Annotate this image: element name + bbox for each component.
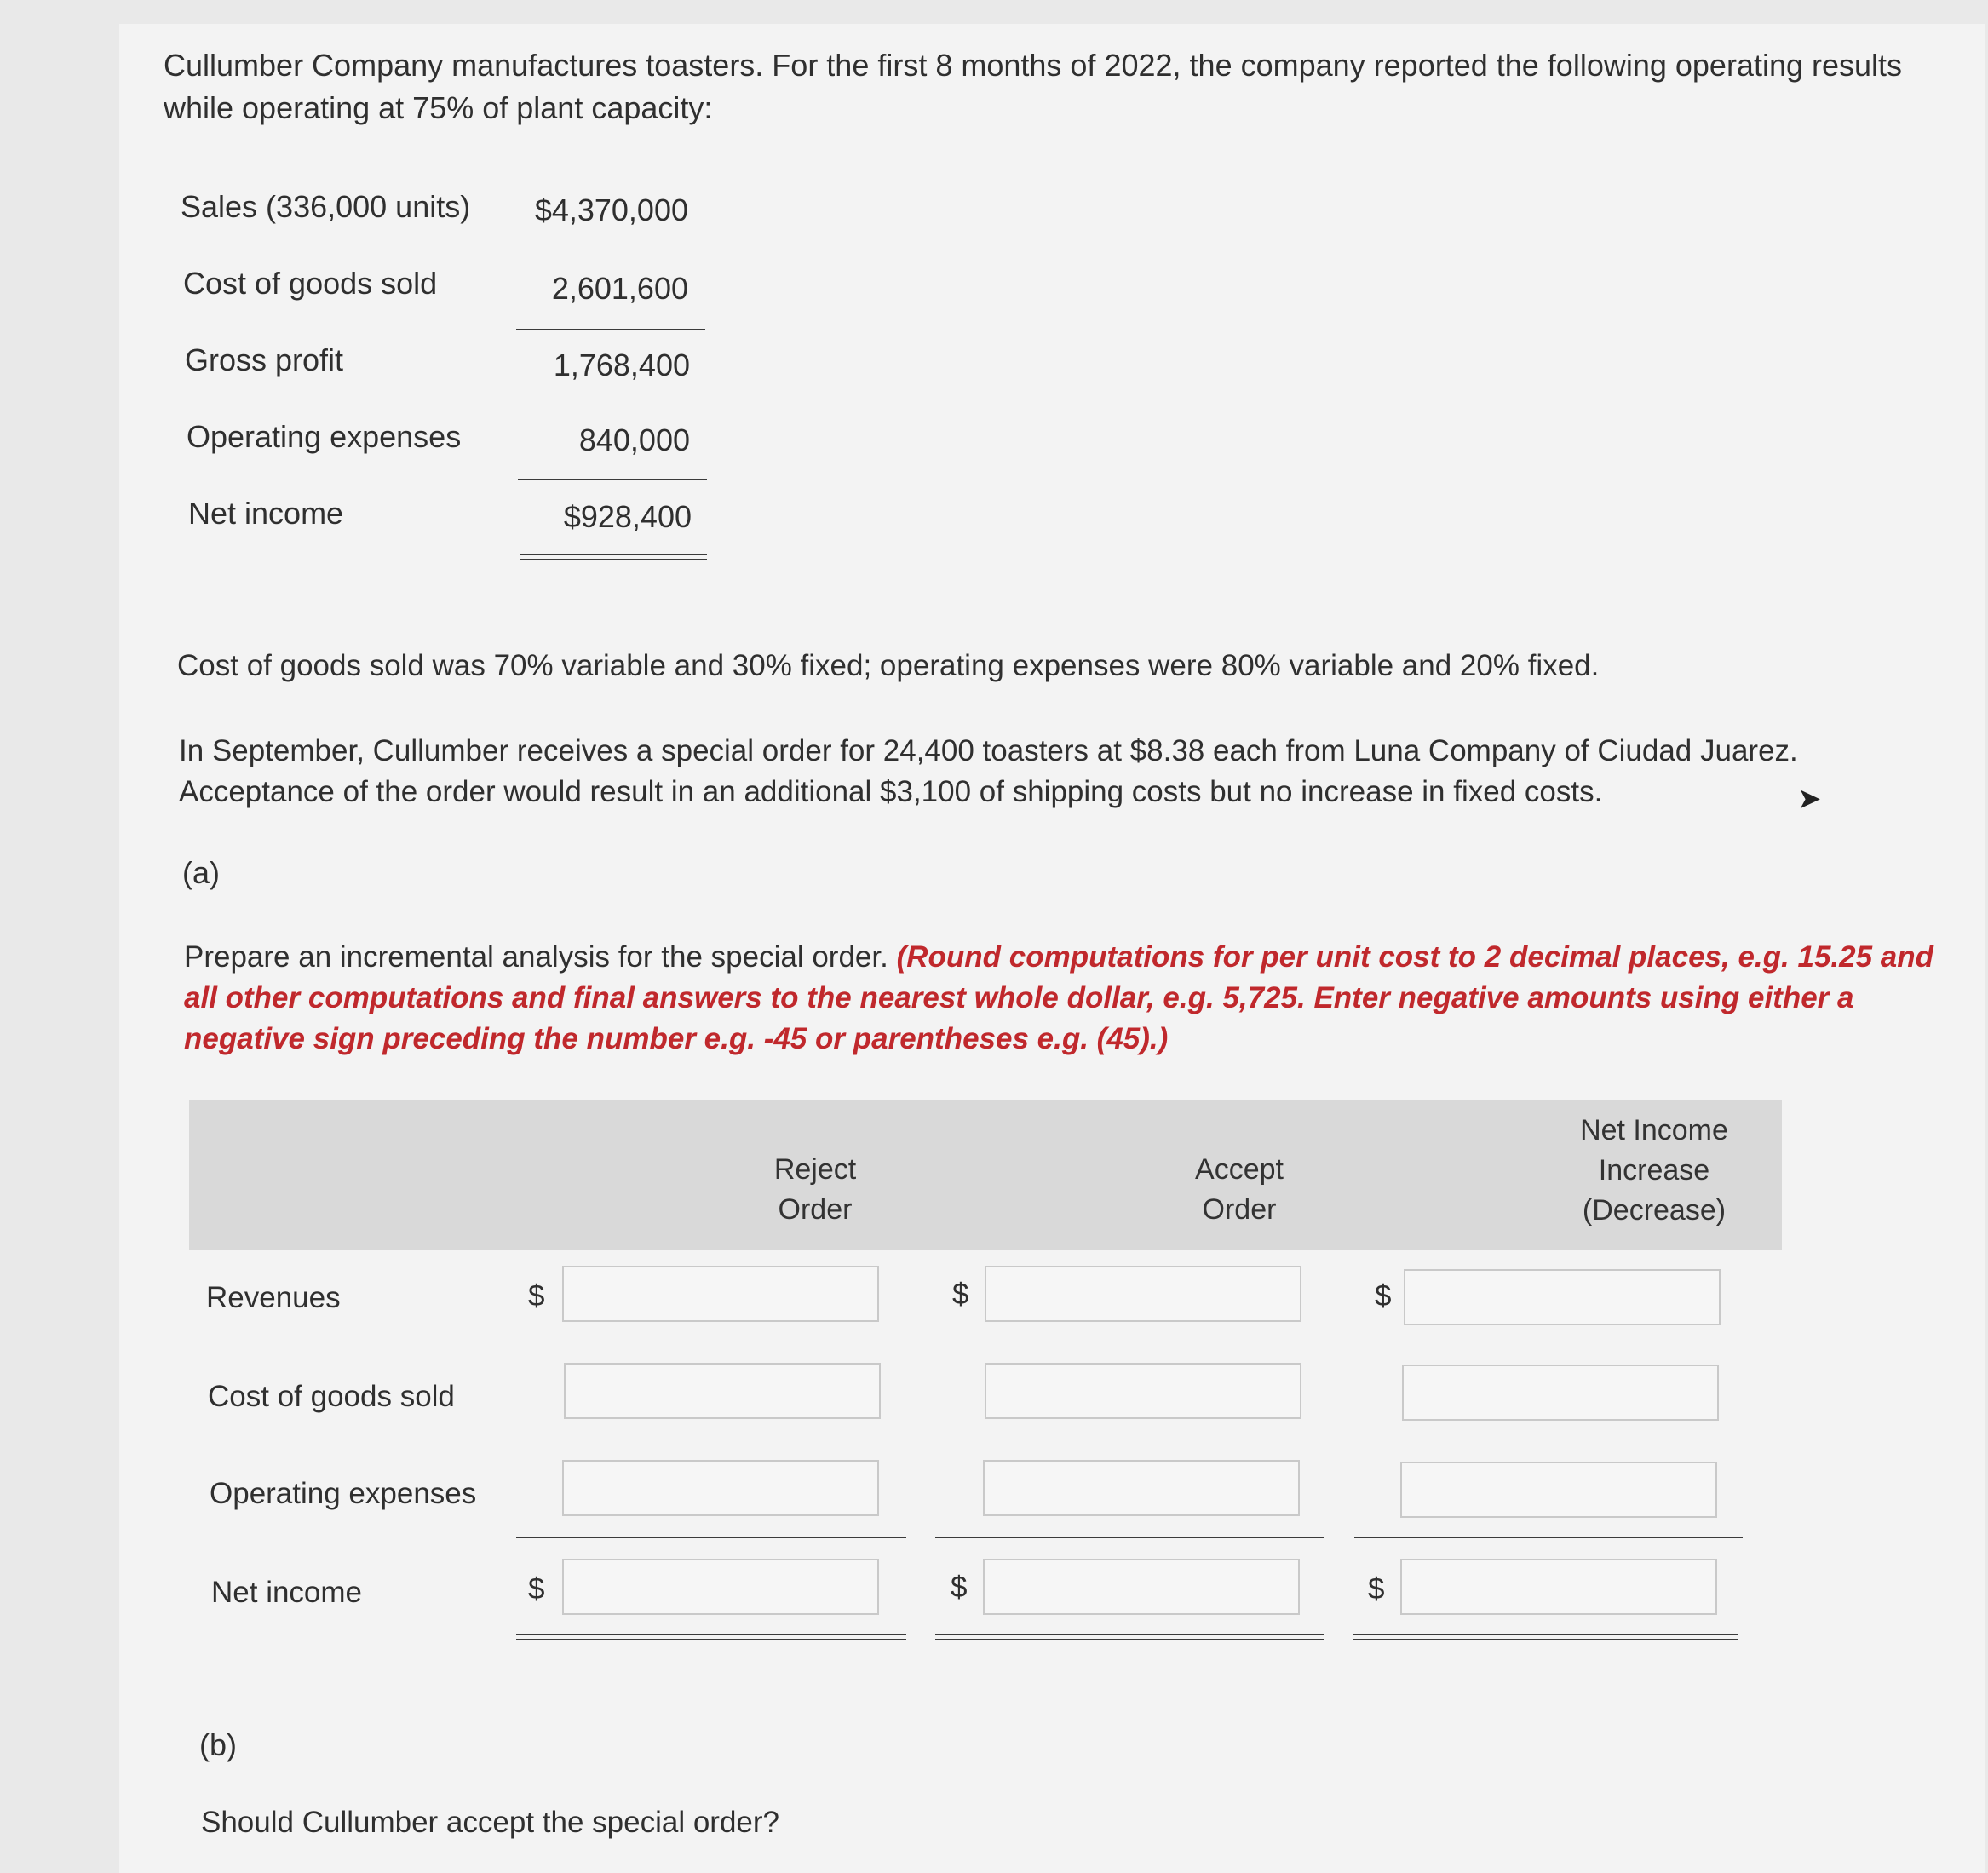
subtotal-rule (935, 1537, 1324, 1538)
instruction-rounding-note: (Round computations for per unit cost to 2 decimal places, e.g. 15.25 and all other computations and final answers to the nearest whole dollar, e.g. 5,725. Enter negative amounts using either a negative sign preceding the number e.g. -45 or parentheses e.g. (45).) (184, 940, 1934, 1055)
part-a-instruction (184, 937, 1973, 1060)
net-net-income-input[interactable] (1400, 1559, 1717, 1615)
reject-net-income-input[interactable] (562, 1559, 879, 1615)
statement-rule (516, 329, 705, 330)
reject-revenues-input[interactable] (562, 1266, 879, 1322)
statement-value-gross-profit: 1,768,400 (553, 348, 690, 382)
row-label-cost-of-goods-sold: Cost of goods sold (208, 1380, 455, 1413)
row-label-operating-expenses: Operating expenses (210, 1477, 477, 1510)
currency-symbol: $ (1368, 1572, 1385, 1606)
header-line: Accept (1195, 1153, 1284, 1186)
header-line: (Decrease) (1582, 1194, 1727, 1227)
net-revenues-input[interactable] (1404, 1269, 1721, 1325)
statement-label-net-income: Net income (188, 496, 344, 531)
reject-operating-expenses-input[interactable] (562, 1460, 879, 1516)
currency-symbol: $ (528, 1279, 545, 1313)
statement-label-sales: Sales (336,000 units) (181, 189, 471, 224)
statement-label-operating-expenses: Operating expenses (187, 419, 462, 454)
statement-double-rule (520, 554, 707, 560)
row-label-net-income: Net income (211, 1576, 363, 1609)
instruction-text: Prepare an incremental analysis for the special order. (184, 940, 888, 974)
net-operating-expenses-input[interactable] (1400, 1462, 1717, 1518)
statement-value-net-income: $928,400 (563, 499, 692, 534)
currency-symbol: $ (1375, 1279, 1392, 1313)
part-a-label: (a) (182, 855, 220, 890)
part-b-label: (b) (199, 1727, 237, 1762)
header-line: Increase (1598, 1154, 1710, 1186)
header-line: Order (1202, 1193, 1277, 1226)
subtotal-rule (516, 1537, 906, 1538)
special-order-text: In September, Cullumber receives a special order for 24,400 toasters at $8.38 each from Luna Company of Ciudad Juarez. Acceptance of the order would result in an additional $3,100 of shipping costs but no increase in fixed costs. (179, 734, 1798, 808)
statement-value-cogs: 2,601,600 (551, 271, 688, 306)
accept-cost-of-goods-sold-input[interactable] (985, 1363, 1301, 1419)
cost-behavior-note: Cost of goods sold was 70% variable and 30% fixed; operating expenses were 80% variable and 20% fixed. (177, 649, 1600, 682)
accept-net-income-input[interactable] (983, 1559, 1300, 1615)
header-line: Order (778, 1193, 853, 1226)
part-b-question: Should Cullumber accept the special order? (201, 1806, 779, 1839)
analysis-table-header (189, 1100, 1782, 1250)
statement-rule (518, 479, 707, 480)
column-header-net-income-change (1552, 1111, 1756, 1231)
statement-label-cogs: Cost of goods sold (183, 266, 438, 301)
accept-revenues-input[interactable] (985, 1266, 1301, 1322)
total-double-rule (516, 1634, 906, 1640)
total-double-rule (935, 1634, 1324, 1640)
net-cost-of-goods-sold-input[interactable] (1402, 1365, 1719, 1421)
header-line: Reject (773, 1153, 857, 1186)
header-line: Net Income (1580, 1114, 1728, 1146)
column-header-reject-order (738, 1150, 892, 1230)
accept-operating-expenses-input[interactable] (983, 1460, 1300, 1516)
reject-cost-of-goods-sold-input[interactable] (564, 1363, 881, 1419)
mouse-cursor-icon: ➤ (1797, 783, 1822, 815)
currency-symbol: $ (528, 1572, 545, 1606)
statement-label-gross-profit: Gross profit (185, 342, 344, 377)
total-double-rule (1353, 1634, 1738, 1640)
subtotal-rule (1354, 1537, 1743, 1538)
row-label-revenues: Revenues (206, 1281, 341, 1314)
currency-symbol: $ (952, 1278, 969, 1311)
statement-value-operating-expenses: 840,000 (578, 422, 690, 457)
intro-text: Cullumber Company manufactures toasters. For the first 8 months of 2022, the company reported the following operating results while operating at 75% of plant capacity: (164, 48, 1903, 125)
currency-symbol: $ (951, 1571, 968, 1604)
statement-value-sales: $4,370,000 (534, 192, 688, 227)
column-header-accept-order (1158, 1150, 1320, 1230)
